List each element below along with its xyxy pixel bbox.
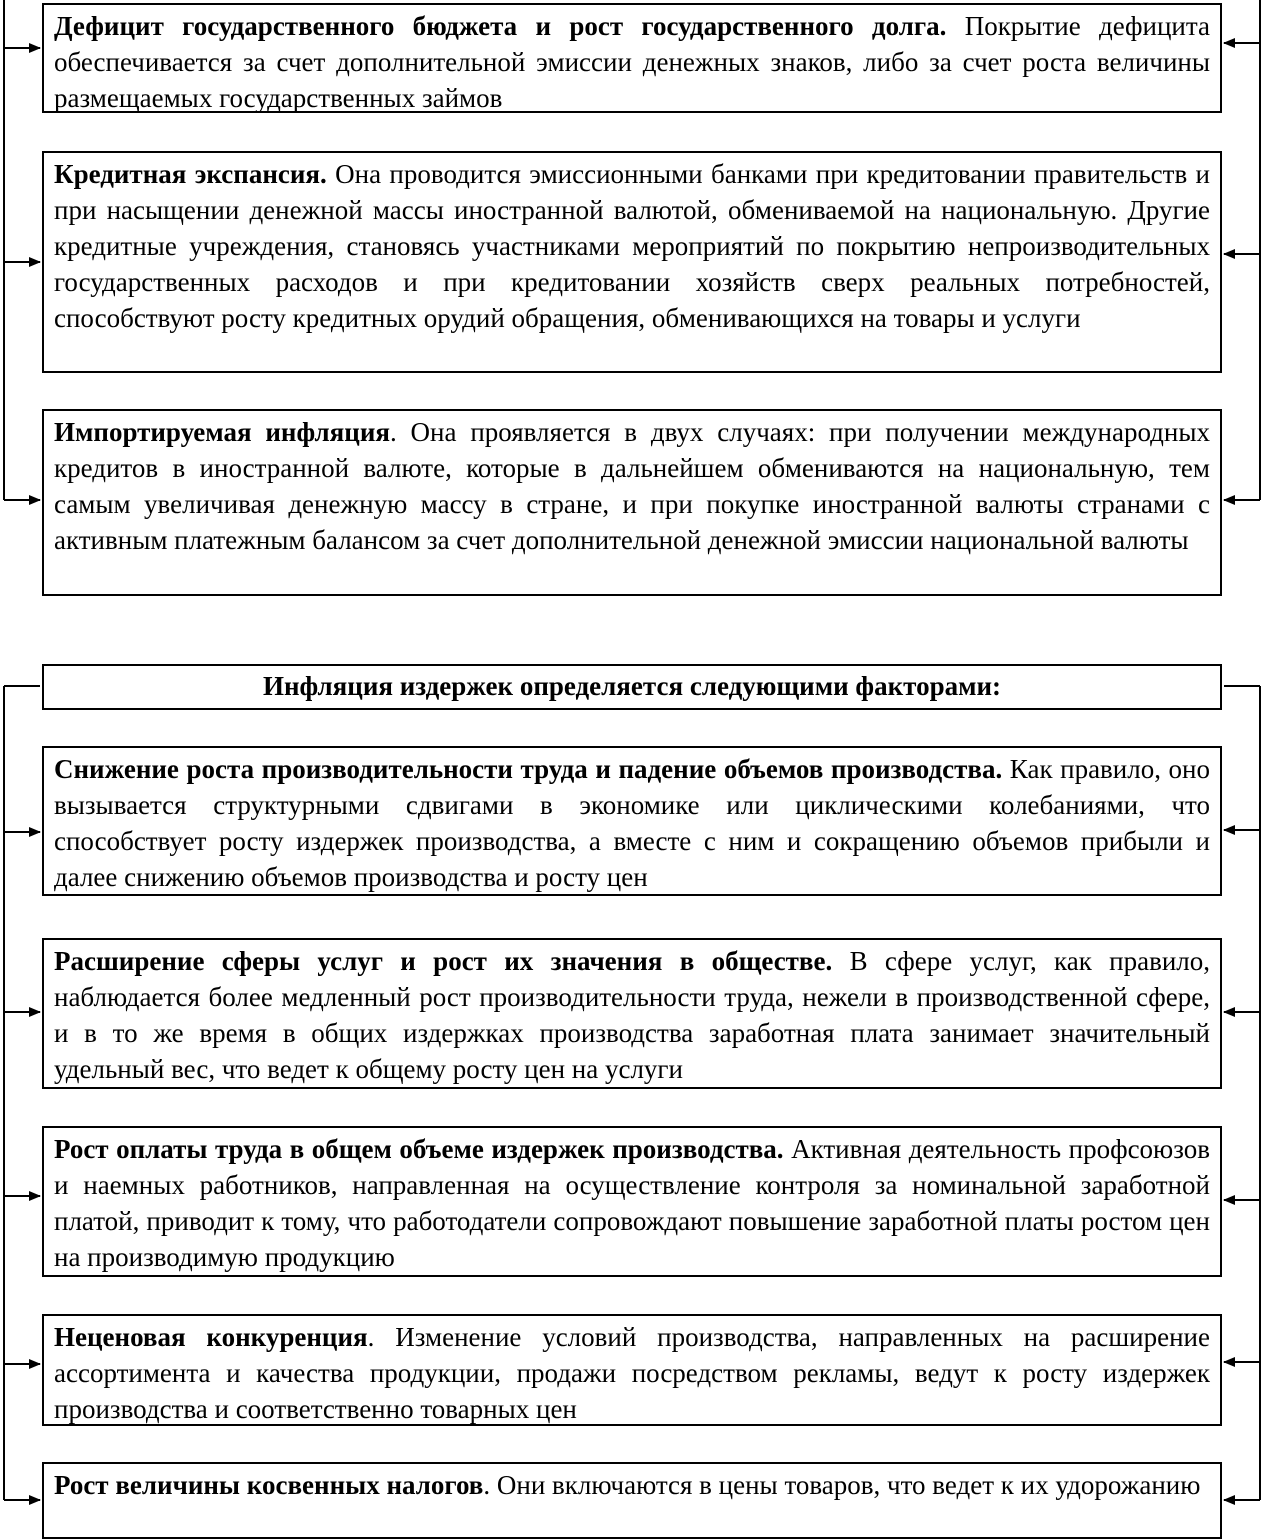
factor-title: Кредитная экспансия. [54, 159, 327, 189]
factor-box-services-expansion [42, 938, 1222, 1089]
factor-title: Импортируемая инфляция [54, 417, 390, 447]
factor-box-budget-deficit [42, 3, 1222, 113]
header-text: Инфляция издержек определяется следующими факторами: [262, 671, 1002, 701]
factor-box-indirect-taxes [42, 1462, 1222, 1539]
factor-box-labor-costs [42, 1126, 1222, 1277]
factor-text: В сфере услуг, как правило, наблюдается более медленный рост производительности труда, нежели в производственной сфере, и в то же время в общих издержках производства заработная плата занимает значительный удельный вес, что ведет к общему росту цен на услуги [54, 946, 1211, 1084]
factor-title: Неценовая конкуренция [54, 1322, 368, 1352]
factor-box-non-price-competition [42, 1314, 1222, 1426]
cost-inflation-header [42, 664, 1222, 710]
factor-title: Расширение сферы услуг и рост их значения в обществе. [54, 946, 833, 976]
factor-text: Как правило, оно вызывается структурными сдвигами в экономике или циклическими колебаниями, что способствует росту издержек производства, а вместе с ним и сокращению объемов прибыли и далее снижению объемов производства и росту цен [54, 754, 1210, 892]
factor-text: Активная деятельность профсоюзов и наемных работников, направленная на осуществление контроля за номинальной заработной платой, приводит к тому, что работодатели сопровождают повышение заработной платы ростом цен на производимую продукцию [54, 1134, 1210, 1272]
factor-box-productivity-decline [42, 746, 1222, 896]
factor-box-credit-expansion [42, 151, 1222, 373]
factor-text: . Изменение условий производства, направленных на расширение ассортимента и качества продукции, продажи посредством рекламы, ведут к росту издержек производства и соответственно товарных цен [54, 1322, 1210, 1424]
factor-box-imported-inflation [42, 409, 1222, 596]
factor-title: Рост оплаты труда в общем объеме издержек производства. [54, 1134, 784, 1164]
factor-text: Она проводится эмиссионными банками при кредитовании правительств и при насыщении денежной массы иностранной валютой, обмениваемой на национальную. Другие кредитные учреждения, становясь участниками мероприятий по покрытию непроизводительных государственных расходов и при кредитовании хозяйств сверх реальных потребностей, способствуют росту кредитных орудий обращения, обменивающихся на товары и услуги [54, 159, 1210, 333]
factor-title: Рост величины косвенных налогов [54, 1470, 484, 1500]
factor-text: Покрытие дефицита обеспечивается за счет дополнительной эмиссии денежных знаков, либо за счет роста величины размещаемых государственных займов [54, 11, 1210, 113]
factor-title: Дефицит государственного бюджета и рост государственного долга. [54, 11, 947, 41]
factor-title: Снижение роста производительности труда и падение объемов производства. [54, 754, 1003, 784]
factor-text: . Они включаются в цены товаров, что ведет к их удорожанию [483, 1470, 1201, 1500]
factor-text: . Она проявляется в двух случаях: при получении международных кредитов в иностранной валюте, которые в дальнейшем обмениваются на национальную, тем самым увеличивая денежную массу в стране, и при покупке иностранной валюты странами с активным платежным балансом за счет дополнительной денежной эмиссии национальной валюты [54, 417, 1210, 555]
